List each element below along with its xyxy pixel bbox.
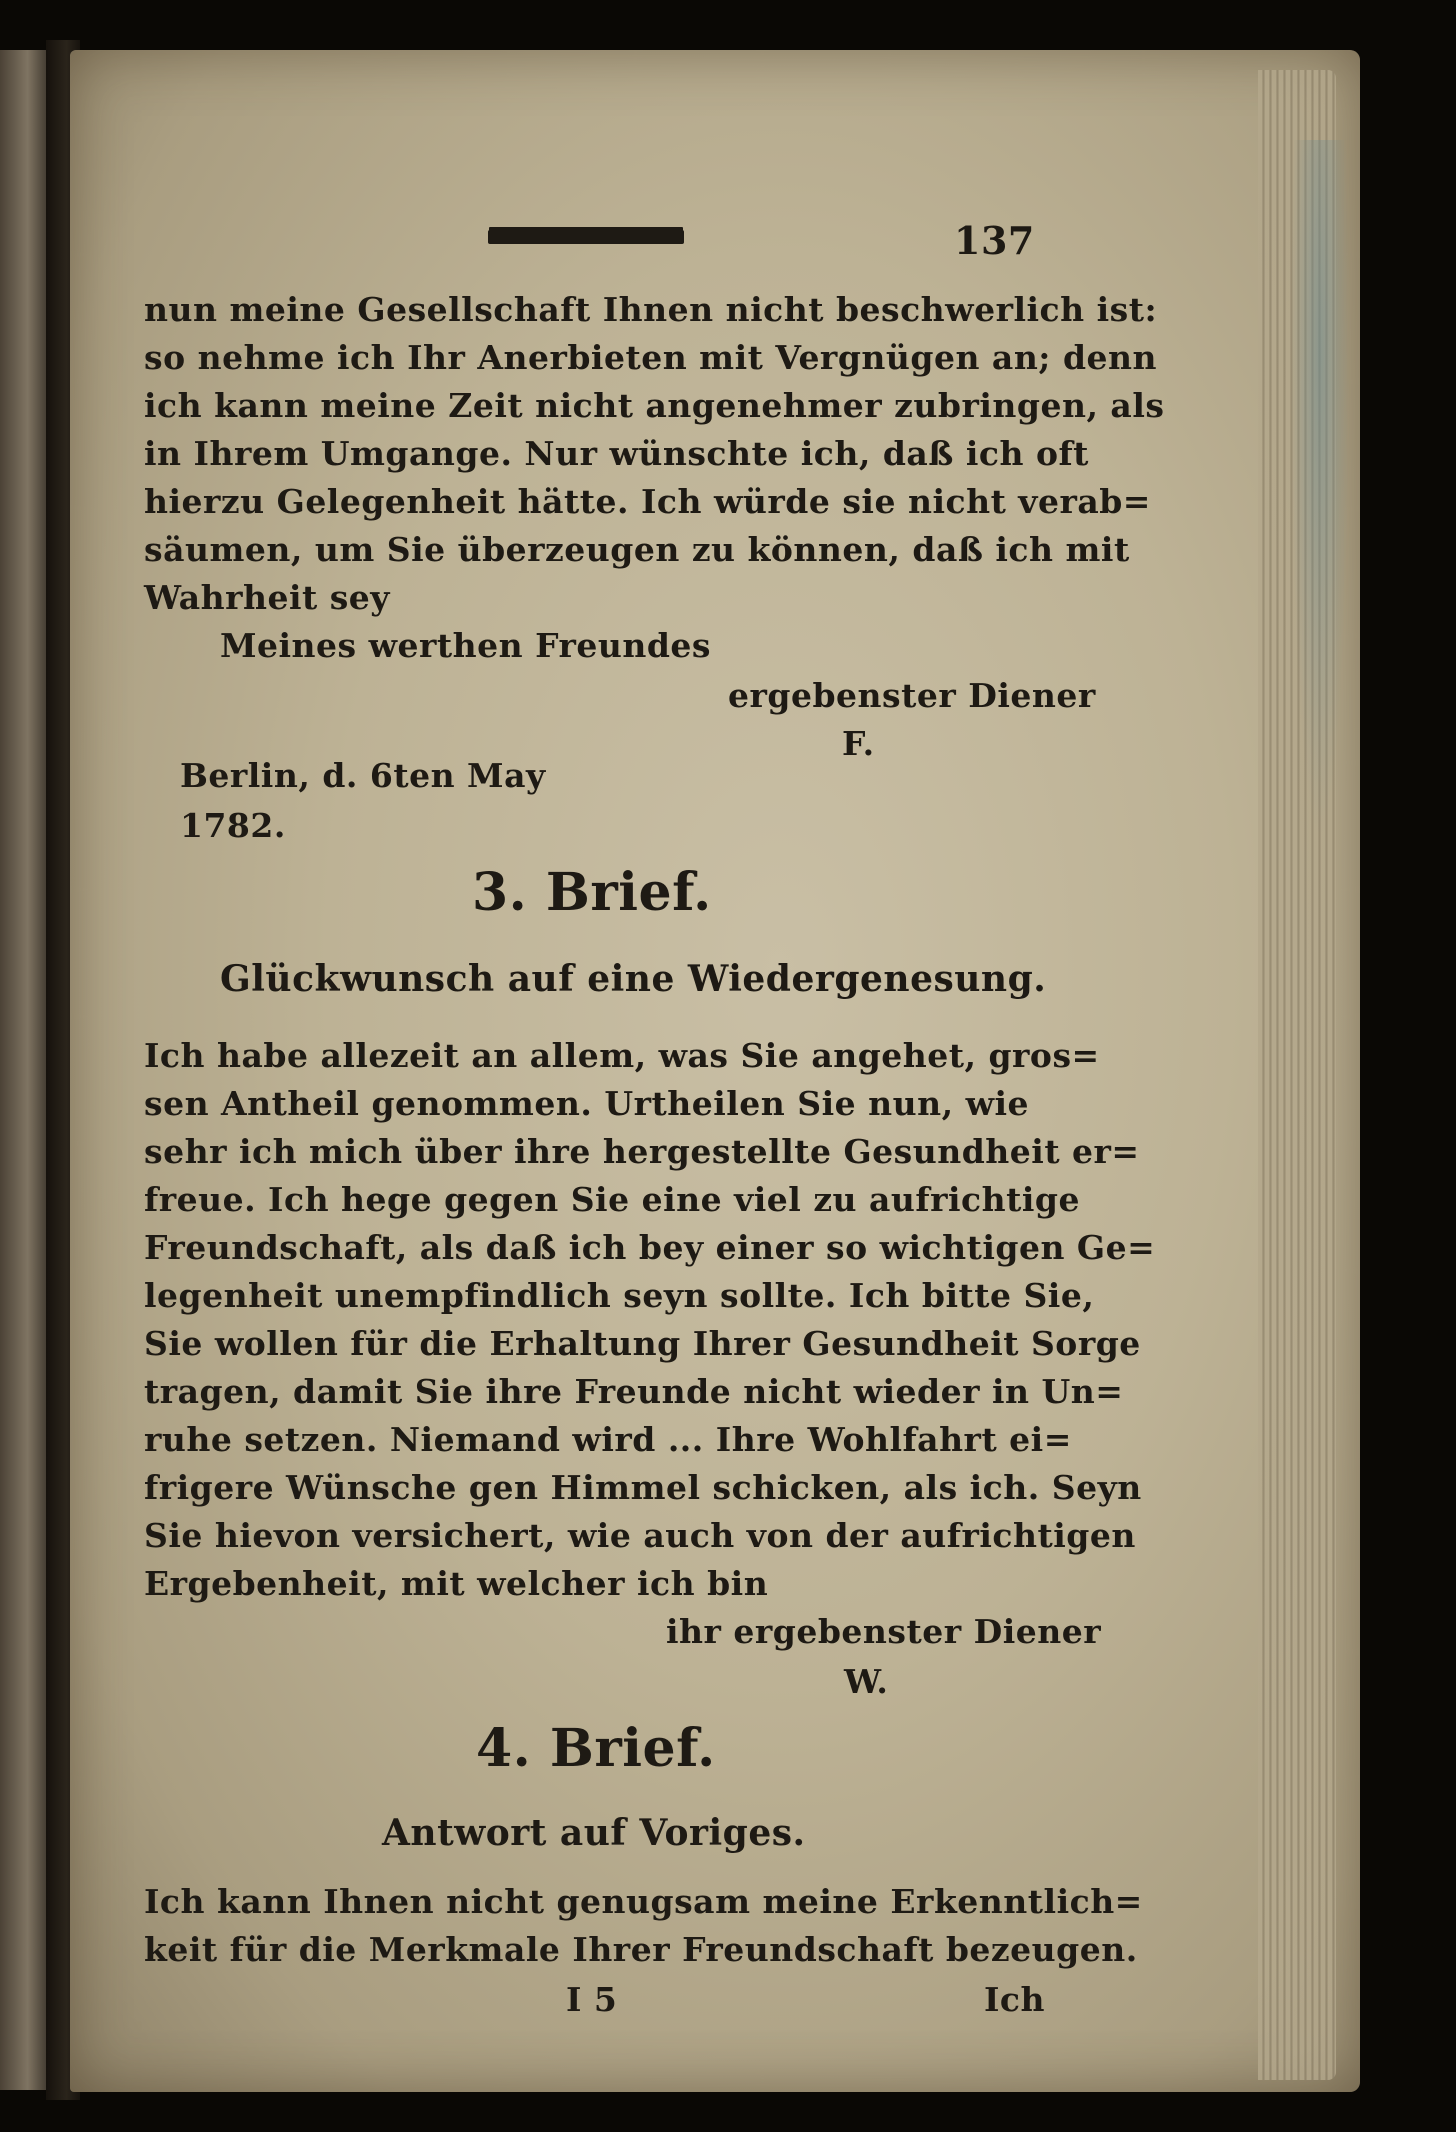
letter3-line: Sie hievon versichert, wie auch von der aufrichtigen [144,1516,1136,1555]
letter3-line: Ergebenheit, mit welcher ich bin [144,1564,769,1603]
letter3-line: freue. Ich hege gegen Sie eine viel zu aufrichtige [144,1180,1080,1219]
letter4-line: Ich kann Ihnen nicht genugsam meine Erkenntlich= [144,1882,1143,1921]
letter3-initial: W. [844,1662,889,1701]
letter2-year: 1782. [180,806,286,845]
letter2-initial: F. [842,724,875,763]
letter3-subheading: Glückwunsch auf eine Wiedergenesung. [220,958,1047,1000]
letter3-heading: 3. Brief. [472,862,712,923]
letter4-line: keit für die Merkmale Ihrer Freundschaft bezeugen. [144,1930,1138,1969]
letter2-line: so nehme ich Ihr Anerbieten mit Vergnügen an; denn [144,338,1158,377]
letter2-line: säumen, um Sie überzeugen zu können, daß ich mit [144,530,1130,569]
letter3-line: sehr ich mich über ihre hergestellte Gesundheit er= [144,1132,1140,1171]
letter4-heading: 4. Brief. [476,1718,716,1779]
letter3-closing: ihr ergebenster Diener [666,1612,1102,1651]
letter3-line: Ich habe allezeit an allem, was Sie angehet, gros= [144,1036,1100,1075]
header-rule [488,230,684,244]
letter3-line: frigere Wünsche gen Himmel schicken, als ich. Seyn [144,1468,1142,1507]
letter2-line: hierzu Gelegenheit hätte. Ich würde sie nicht verab= [144,482,1151,521]
letter3-line: Sie wollen für die Erhaltung Ihrer Gesundheit Sorge [144,1324,1141,1363]
signature-mark: I 5 [566,1980,618,2019]
letter3-line: tragen, damit Sie ihre Freunde nicht wieder in Un= [144,1372,1124,1411]
letter4-subheading: Antwort auf Voriges. [382,1812,806,1854]
letter2-line: in Ihrem Umgange. Nur wünschte ich, daß ich oft [144,434,1089,473]
letter2-salutation: Meines werthen Freundes [220,626,711,665]
catchword: Ich [984,1980,1046,2019]
left-page-edge [0,50,50,2090]
letter2-line: Wahrheit sey [144,578,390,617]
letter3-line: ruhe setzen. Niemand wird ... Ihre Wohlfahrt ei= [144,1420,1072,1459]
page-number: 137 [954,218,1035,263]
letter2-line: ich kann meine Zeit nicht angenehmer zubringen, als [144,386,1165,425]
letter3-line: legenheit unempfindlich seyn sollte. Ich bitte Sie, [144,1276,1095,1315]
letter2-line: nun meine Gesellschaft Ihnen nicht beschwerlich ist: [144,290,1158,329]
page-stain [1290,140,1350,840]
letter2-closing: ergebenster Diener [728,676,1096,715]
letter3-line: sen Antheil genommen. Urtheilen Sie nun, wie [144,1084,1030,1123]
letter2-place-date: Berlin, d. 6ten May [180,756,546,795]
letter3-line: Freundschaft, als daß ich bey einer so wichtigen Ge= [144,1228,1156,1267]
